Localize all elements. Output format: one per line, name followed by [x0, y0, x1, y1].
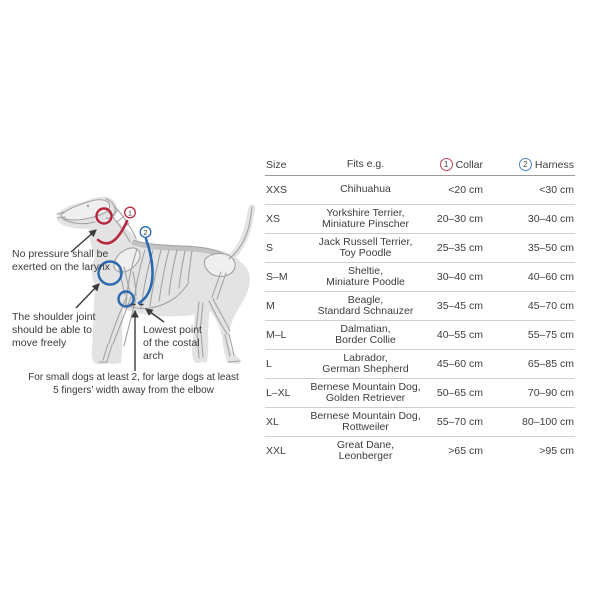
cell-collar: 50–65 cm: [436, 387, 483, 399]
fits-line1: Great Dane,: [336, 438, 395, 451]
table-row: [265, 205, 575, 234]
cell-size: M–L: [266, 329, 287, 341]
cell-fits: [303, 440, 428, 463]
cell-size: S: [266, 242, 274, 254]
header-harness: [488, 158, 575, 171]
cell-harness: 35–50 cm: [527, 242, 574, 254]
size-table-header: [265, 155, 575, 176]
cell-size: L: [266, 358, 272, 370]
cell-fits: [303, 353, 428, 376]
cell-size: XXL: [266, 445, 286, 457]
cell-collar: 55–70 cm: [436, 416, 483, 428]
fits-line2: Standard Schnauzer: [317, 305, 414, 317]
fits-line1: Jack Russell Terrier,: [318, 235, 413, 248]
cell-harness: 30–40 cm: [527, 213, 574, 225]
table-row: [265, 437, 575, 465]
note-larynx-line1: No pressure shall be: [12, 248, 109, 260]
cell-fits: [303, 266, 428, 289]
table-row: [265, 350, 575, 379]
fits-line2: Border Collie: [335, 334, 396, 346]
note-shoulder-line1: The shoulder joint: [12, 311, 96, 323]
note-shoulder: [12, 311, 112, 350]
cell-fits: [303, 382, 428, 405]
table-row: [265, 176, 575, 205]
cell-collar: >65 cm: [448, 445, 483, 457]
cell-collar: 35–45 cm: [436, 300, 483, 312]
note-costal-arch: [143, 324, 213, 363]
fits-line2: Golden Retriever: [325, 392, 406, 404]
fits-line1: Sheltie,: [347, 264, 384, 277]
cell-size: XXS: [266, 184, 288, 196]
cell-collar: 25–35 cm: [436, 242, 483, 254]
cell-collar: 40–55 cm: [436, 329, 483, 341]
fits-line1: Chihuahua: [340, 183, 391, 196]
note-costal-line2: of the costal: [143, 337, 200, 349]
collar-number-icon: 1: [440, 158, 453, 171]
cell-fits: [303, 237, 428, 260]
cell-harness: <30 cm: [539, 184, 574, 196]
cell-collar: <20 cm: [448, 184, 483, 196]
fits-line2: Rottweiler: [342, 421, 389, 433]
fits-line2: German Shepherd: [322, 363, 409, 375]
cell-harness: 45–70 cm: [527, 300, 574, 312]
note-elbow-line2: 5 fingers’ width away from the elbow: [53, 384, 214, 396]
marker-2-label: 2: [143, 227, 148, 237]
eye: [87, 205, 89, 207]
fits-line1: Beagle,: [347, 293, 384, 306]
note-costal-line1: Lowest point: [143, 324, 202, 336]
cell-fits: [303, 324, 428, 347]
table-row: [265, 234, 575, 263]
cell-size: L–XL: [266, 387, 291, 399]
cell-fits: [303, 208, 428, 231]
cell-fits: [303, 295, 428, 318]
cell-harness: 65–85 cm: [527, 358, 574, 370]
cell-collar: 30–40 cm: [436, 271, 483, 283]
note-shoulder-line2: should be able to: [12, 324, 92, 336]
cell-fits: [303, 184, 428, 196]
table-row: [265, 292, 575, 321]
note-elbow-distance: [16, 372, 251, 397]
table-row: [265, 321, 575, 350]
fits-line2: Leonberger: [338, 450, 393, 462]
cell-harness: 40–60 cm: [527, 271, 574, 283]
dog-tail: [227, 208, 252, 262]
header-harness-label: Harness: [534, 158, 574, 171]
cell-harness: 55–75 cm: [527, 329, 574, 341]
cell-size: XS: [266, 213, 281, 225]
cell-collar: 20–30 cm: [436, 213, 483, 225]
cell-harness: >95 cm: [539, 445, 574, 457]
fits-line1: Yorkshire Terrier,: [326, 206, 405, 219]
fits-line1: Bernese Mountain Dog,: [310, 380, 421, 393]
note-elbow-line1: For small dogs at least 2, for large dogs at least: [28, 372, 239, 383]
table-row: [265, 263, 575, 292]
note-shoulder-line3: move freely: [12, 337, 67, 349]
fits-line1: Bernese Mountain Dog,: [310, 409, 421, 422]
note-larynx: [12, 248, 122, 274]
header-size: Size: [266, 158, 287, 171]
cell-size: XL: [266, 416, 279, 428]
table-row: [265, 379, 575, 408]
fits-line2: Miniature Poodle: [326, 276, 405, 288]
size-table: [265, 155, 575, 465]
header-fits: Fits e.g.: [346, 157, 385, 170]
cell-size: M: [266, 300, 275, 312]
note-larynx-line2: exerted on the larynx: [12, 261, 111, 273]
fits-line1: Dalmatian,: [340, 322, 391, 335]
fits-line1: Labrador,: [343, 351, 388, 364]
note-costal-line3: arch: [143, 350, 164, 362]
harness-number-icon: 2: [519, 158, 532, 171]
fits-line2: Miniature Pinscher: [322, 218, 409, 230]
header-collar-label: Collar: [455, 158, 483, 171]
cell-harness: 70–90 cm: [527, 387, 574, 399]
cell-harness: 80–100 cm: [522, 416, 574, 428]
fits-line2: Toy Poodle: [339, 247, 392, 259]
marker-1-label: 1: [127, 208, 133, 218]
cell-size: S–M: [266, 271, 288, 283]
cell-collar: 45–60 cm: [436, 358, 483, 370]
header-collar: [428, 158, 488, 171]
cell-fits: [303, 411, 428, 434]
table-row: [265, 408, 575, 437]
